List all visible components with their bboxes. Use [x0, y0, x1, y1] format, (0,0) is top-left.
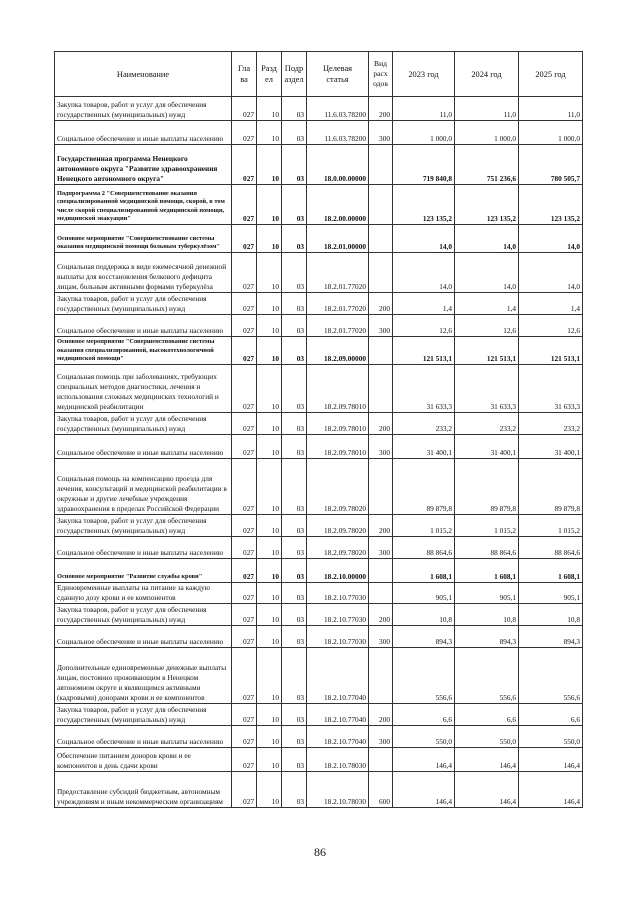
row-2025: 894,3	[519, 626, 583, 648]
row-target-article: 18.2.01.77020	[307, 293, 369, 315]
row-razdel: 10	[257, 748, 282, 772]
row-2024: 146,4	[455, 772, 519, 808]
row-podrazdel: 03	[282, 365, 307, 413]
row-2025: 1,4	[519, 293, 583, 315]
row-2023: 121 513,1	[393, 337, 455, 365]
row-2025: 550,0	[519, 726, 583, 748]
row-target-article: 18.2.00.00000	[307, 185, 369, 225]
row-2025: 1 015,2	[519, 515, 583, 537]
row-glava: 027	[232, 145, 257, 185]
row-glava: 027	[232, 748, 257, 772]
row-name: Основное мероприятие "Совершенствование системы оказания специализированной, высокотехнологичной медицинской помощи"	[55, 337, 232, 365]
header-razdel: Разд ел	[257, 52, 282, 97]
table-row	[55, 559, 583, 583]
row-2025: 233,2	[519, 413, 583, 435]
table-row	[55, 121, 583, 145]
row-razdel: 10	[257, 365, 282, 413]
row-podrazdel: 03	[282, 626, 307, 648]
header-name: Наименование	[55, 52, 232, 97]
row-2024: 31 633,3	[455, 365, 519, 413]
row-2025: 10,8	[519, 604, 583, 626]
row-name: Социальное обеспечение и иные выплаты населению	[55, 121, 232, 145]
row-expense-type: 300	[369, 537, 393, 559]
table-row	[55, 435, 583, 459]
row-target-article: 18.2.09.78010	[307, 413, 369, 435]
row-expense-type	[369, 748, 393, 772]
row-podrazdel: 03	[282, 413, 307, 435]
header-expense-type: Вид расх одов	[369, 52, 393, 97]
row-glava: 027	[232, 253, 257, 293]
row-razdel: 10	[257, 145, 282, 185]
row-2025: 11,0	[519, 97, 583, 121]
row-expense-type: 600	[369, 772, 393, 808]
row-2024: 146,4	[455, 748, 519, 772]
table-row	[55, 459, 583, 515]
row-razdel: 10	[257, 559, 282, 583]
row-podrazdel: 03	[282, 185, 307, 225]
row-2024: 12,6	[455, 315, 519, 337]
row-glava: 027	[232, 626, 257, 648]
row-razdel: 10	[257, 726, 282, 748]
row-razdel: 10	[257, 626, 282, 648]
row-glava: 027	[232, 583, 257, 604]
row-2023: 1 608,1	[393, 559, 455, 583]
row-2023: 123 135,2	[393, 185, 455, 225]
row-2025: 1 000,0	[519, 121, 583, 145]
row-2023: 146,4	[393, 772, 455, 808]
row-2024: 556,6	[455, 648, 519, 704]
page-number: 86	[314, 845, 326, 859]
row-target-article: 18.2.09.00000	[307, 337, 369, 365]
header-target-article: Целевая статья	[307, 52, 369, 97]
row-expense-type: 300	[369, 726, 393, 748]
row-razdel: 10	[257, 459, 282, 515]
row-2024: 1 608,1	[455, 559, 519, 583]
table-body	[55, 97, 583, 808]
row-name: Социальное обеспечение и иные выплаты населению	[55, 435, 232, 459]
row-target-article: 18.2.01.00000	[307, 225, 369, 253]
row-2025: 146,4	[519, 772, 583, 808]
row-2024: 89 879,8	[455, 459, 519, 515]
row-2023: 89 879,8	[393, 459, 455, 515]
header-podrazdel: Подр аздел	[282, 52, 307, 97]
table-row	[55, 365, 583, 413]
row-podrazdel: 03	[282, 293, 307, 315]
row-expense-type: 200	[369, 97, 393, 121]
row-2023: 1,4	[393, 293, 455, 315]
row-expense-type	[369, 145, 393, 185]
row-expense-type	[369, 559, 393, 583]
row-2023: 11,0	[393, 97, 455, 121]
row-podrazdel: 03	[282, 583, 307, 604]
table-row	[55, 315, 583, 337]
row-podrazdel: 03	[282, 537, 307, 559]
row-razdel: 10	[257, 772, 282, 808]
row-target-article: 11.6.03.78200	[307, 97, 369, 121]
table-row	[55, 515, 583, 537]
row-expense-type: 300	[369, 121, 393, 145]
row-podrazdel: 03	[282, 315, 307, 337]
row-target-article: 18.2.09.78020	[307, 459, 369, 515]
row-razdel: 10	[257, 413, 282, 435]
row-target-article: 18.2.10.77040	[307, 648, 369, 704]
row-glava: 027	[232, 337, 257, 365]
row-target-article: 18.0.00.00000	[307, 145, 369, 185]
row-2025: 123 135,2	[519, 185, 583, 225]
row-name: Дополнительные единовременные денежные выплаты лицам, постоянно проживающим в Ненецком автономном округе и являющимся активными (кадровыми) донорами крови и ее компонентов	[55, 648, 232, 704]
row-podrazdel: 03	[282, 97, 307, 121]
table-row	[55, 413, 583, 435]
row-target-article: 18.2.10.77040	[307, 704, 369, 726]
row-name: Социальное обеспечение и иные выплаты населению	[55, 726, 232, 748]
row-podrazdel: 03	[282, 435, 307, 459]
row-glava: 027	[232, 97, 257, 121]
row-expense-type: 200	[369, 413, 393, 435]
row-podrazdel: 03	[282, 145, 307, 185]
row-2025: 89 879,8	[519, 459, 583, 515]
row-2023: 14,0	[393, 253, 455, 293]
row-2023: 10,8	[393, 604, 455, 626]
row-target-article: 18.2.10.77030	[307, 604, 369, 626]
row-name: Закупка товаров, работ и услуг для обеспечения государственных (муниципальных) нужд	[55, 413, 232, 435]
row-podrazdel: 03	[282, 704, 307, 726]
row-2024: 123 135,2	[455, 185, 519, 225]
table-row	[55, 704, 583, 726]
row-target-article: 18.2.09.78010	[307, 365, 369, 413]
table-row	[55, 748, 583, 772]
header-2025: 2025 год	[519, 52, 583, 97]
row-podrazdel: 03	[282, 604, 307, 626]
row-2023: 556,6	[393, 648, 455, 704]
row-glava: 027	[232, 604, 257, 626]
row-razdel: 10	[257, 253, 282, 293]
row-2023: 905,1	[393, 583, 455, 604]
row-razdel: 10	[257, 583, 282, 604]
table-row	[55, 583, 583, 604]
header-row	[55, 52, 583, 97]
row-2024: 14,0	[455, 253, 519, 293]
row-expense-type: 200	[369, 604, 393, 626]
row-razdel: 10	[257, 704, 282, 726]
row-podrazdel: 03	[282, 253, 307, 293]
row-podrazdel: 03	[282, 772, 307, 808]
row-2024: 1 015,2	[455, 515, 519, 537]
row-name: Единовременные выплаты на питание за каждую сданную дозу крови и ее компонентов	[55, 583, 232, 604]
row-podrazdel: 03	[282, 225, 307, 253]
row-target-article: 18.2.01.77020	[307, 315, 369, 337]
row-glava: 027	[232, 459, 257, 515]
row-name: Предоставление субсидий бюджетным, автономным учреждениям и иным некоммерческим организациям	[55, 772, 232, 808]
row-target-article: 11.6.03.78200	[307, 121, 369, 145]
table-row	[55, 726, 583, 748]
row-target-article: 18.2.10.00000	[307, 559, 369, 583]
row-expense-type	[369, 337, 393, 365]
row-podrazdel: 03	[282, 559, 307, 583]
row-2025: 12,6	[519, 315, 583, 337]
row-razdel: 10	[257, 537, 282, 559]
row-glava: 027	[232, 185, 257, 225]
row-2024: 88 864,6	[455, 537, 519, 559]
row-2023: 88 864,6	[393, 537, 455, 559]
row-2025: 556,6	[519, 648, 583, 704]
row-razdel: 10	[257, 648, 282, 704]
table-row	[55, 337, 583, 365]
row-name: Подпрограмма 2 "Совершенствование оказания специализированной медицинской помощи, скорой, в том числе скорой специализированной медицинской помощи, медицинской эвакуации"	[55, 185, 232, 225]
row-expense-type: 200	[369, 515, 393, 537]
row-name: Социальное обеспечение и иные выплаты населению	[55, 537, 232, 559]
row-expense-type: 200	[369, 293, 393, 315]
row-name: Социальная поддержка в виде ежемесячной денежной выплаты для восстановления белкового дефицита лицам, больным активными формами туберкулёза	[55, 253, 232, 293]
row-glava: 027	[232, 315, 257, 337]
row-2024: 550,0	[455, 726, 519, 748]
row-2025: 146,4	[519, 748, 583, 772]
row-target-article: 18.2.09.78020	[307, 515, 369, 537]
row-razdel: 10	[257, 293, 282, 315]
row-target-article: 18.2.10.78030	[307, 748, 369, 772]
table-row	[55, 97, 583, 121]
table-row	[55, 293, 583, 315]
row-name: Социальное обеспечение и иные выплаты населению	[55, 315, 232, 337]
row-2024: 6,6	[455, 704, 519, 726]
row-2023: 12,6	[393, 315, 455, 337]
row-name: Социальная помощь на компенсацию проезда для лечения, консультаций и медицинской реабилитации в окружные и другие лечебные учреждения здравоохранения в пределах Российской Федерации	[55, 459, 232, 515]
row-target-article: 18.2.10.77030	[307, 626, 369, 648]
row-expense-type	[369, 583, 393, 604]
row-target-article: 18.2.10.77040	[307, 726, 369, 748]
row-razdel: 10	[257, 185, 282, 225]
row-2024: 233,2	[455, 413, 519, 435]
row-expense-type: 300	[369, 315, 393, 337]
row-2024: 1,4	[455, 293, 519, 315]
table-row	[55, 772, 583, 808]
row-razdel: 10	[257, 337, 282, 365]
table-row	[55, 626, 583, 648]
header-2024: 2024 год	[455, 52, 519, 97]
row-podrazdel: 03	[282, 748, 307, 772]
row-2024: 894,3	[455, 626, 519, 648]
row-2025: 88 864,6	[519, 537, 583, 559]
row-2023: 31 633,3	[393, 365, 455, 413]
header-glava: Гла ва	[232, 52, 257, 97]
table-row	[55, 648, 583, 704]
row-2025: 780 505,7	[519, 145, 583, 185]
row-target-article: 18.2.10.77030	[307, 583, 369, 604]
row-name: Закупка товаров, работ и услуг для обеспечения государственных (муниципальных) нужд	[55, 704, 232, 726]
table-row	[55, 225, 583, 253]
row-2024: 905,1	[455, 583, 519, 604]
row-glava: 027	[232, 772, 257, 808]
budget-table	[54, 51, 583, 808]
row-2025: 14,0	[519, 225, 583, 253]
row-2023: 14,0	[393, 225, 455, 253]
table-row	[55, 604, 583, 626]
row-podrazdel: 03	[282, 515, 307, 537]
row-name: Основное мероприятие "Совершенствование системы оказания медицинской помощи больным туберкулёзом"	[55, 225, 232, 253]
row-expense-type	[369, 459, 393, 515]
row-2023: 6,6	[393, 704, 455, 726]
row-glava: 027	[232, 515, 257, 537]
row-2024: 14,0	[455, 225, 519, 253]
row-2023: 1 000,0	[393, 121, 455, 145]
row-razdel: 10	[257, 515, 282, 537]
row-2025: 31 400,1	[519, 435, 583, 459]
row-glava: 027	[232, 435, 257, 459]
row-name: Государственная программа Ненецкого автономного округа "Развитие здравоохранения Ненецкого автономного округа"	[55, 145, 232, 185]
row-expense-type: 300	[369, 435, 393, 459]
row-2024: 31 400,1	[455, 435, 519, 459]
row-glava: 027	[232, 704, 257, 726]
row-podrazdel: 03	[282, 121, 307, 145]
row-2023: 894,3	[393, 626, 455, 648]
row-2025: 14,0	[519, 253, 583, 293]
row-2023: 550,0	[393, 726, 455, 748]
row-glava: 027	[232, 413, 257, 435]
row-glava: 027	[232, 365, 257, 413]
row-2023: 1 015,2	[393, 515, 455, 537]
row-expense-type	[369, 253, 393, 293]
row-podrazdel: 03	[282, 459, 307, 515]
row-name: Основное мероприятие "Развитие службы крови"	[55, 559, 232, 583]
row-2024: 11,0	[455, 97, 519, 121]
row-name: Социальное обеспечение и иные выплаты населению	[55, 626, 232, 648]
row-2023: 146,4	[393, 748, 455, 772]
row-target-article: 18.2.01.77020	[307, 253, 369, 293]
row-2024: 751 236,6	[455, 145, 519, 185]
row-expense-type	[369, 365, 393, 413]
row-name: Закупка товаров, работ и услуг для обеспечения государственных (муниципальных) нужд	[55, 293, 232, 315]
row-2025: 1 608,1	[519, 559, 583, 583]
row-2023: 233,2	[393, 413, 455, 435]
row-name: Закупка товаров, работ и услуг для обеспечения государственных (муниципальных) нужд	[55, 97, 232, 121]
row-name: Социальная помощь при заболеваниях, требующих специальных методов диагностики, лечения и использования сложных медицинских технологий и медицинской реабилитации	[55, 365, 232, 413]
table-row	[55, 145, 583, 185]
row-glava: 027	[232, 726, 257, 748]
row-target-article: 18.2.09.78010	[307, 435, 369, 459]
table-row	[55, 253, 583, 293]
row-name: Закупка товаров, работ и услуг для обеспечения государственных (муниципальных) нужд	[55, 515, 232, 537]
row-razdel: 10	[257, 315, 282, 337]
row-2023: 719 840,8	[393, 145, 455, 185]
row-glava: 027	[232, 121, 257, 145]
row-2025: 6,6	[519, 704, 583, 726]
row-glava: 027	[232, 648, 257, 704]
row-podrazdel: 03	[282, 337, 307, 365]
row-expense-type: 200	[369, 704, 393, 726]
row-2024: 121 513,1	[455, 337, 519, 365]
row-glava: 027	[232, 559, 257, 583]
row-razdel: 10	[257, 435, 282, 459]
row-name: Закупка товаров, работ и услуг для обеспечения государственных (муниципальных) нужд	[55, 604, 232, 626]
row-expense-type	[369, 185, 393, 225]
row-glava: 027	[232, 537, 257, 559]
row-2024: 1 000,0	[455, 121, 519, 145]
row-expense-type	[369, 225, 393, 253]
row-expense-type: 300	[369, 626, 393, 648]
row-2024: 10,8	[455, 604, 519, 626]
header-2023: 2023 год	[393, 52, 455, 97]
row-expense-type	[369, 648, 393, 704]
row-target-article: 18.2.09.78020	[307, 537, 369, 559]
row-razdel: 10	[257, 604, 282, 626]
row-podrazdel: 03	[282, 648, 307, 704]
row-2025: 121 513,1	[519, 337, 583, 365]
row-razdel: 10	[257, 97, 282, 121]
row-2023: 31 400,1	[393, 435, 455, 459]
row-2025: 31 633,3	[519, 365, 583, 413]
row-name: Обеспечение питанием доноров крови и ее компонентов в день сдачи крови	[55, 748, 232, 772]
row-podrazdel: 03	[282, 726, 307, 748]
table-row	[55, 537, 583, 559]
table-row	[55, 185, 583, 225]
row-razdel: 10	[257, 121, 282, 145]
row-glava: 027	[232, 225, 257, 253]
row-glava: 027	[232, 293, 257, 315]
row-razdel: 10	[257, 225, 282, 253]
row-target-article: 18.2.10.78030	[307, 772, 369, 808]
row-2025: 905,1	[519, 583, 583, 604]
